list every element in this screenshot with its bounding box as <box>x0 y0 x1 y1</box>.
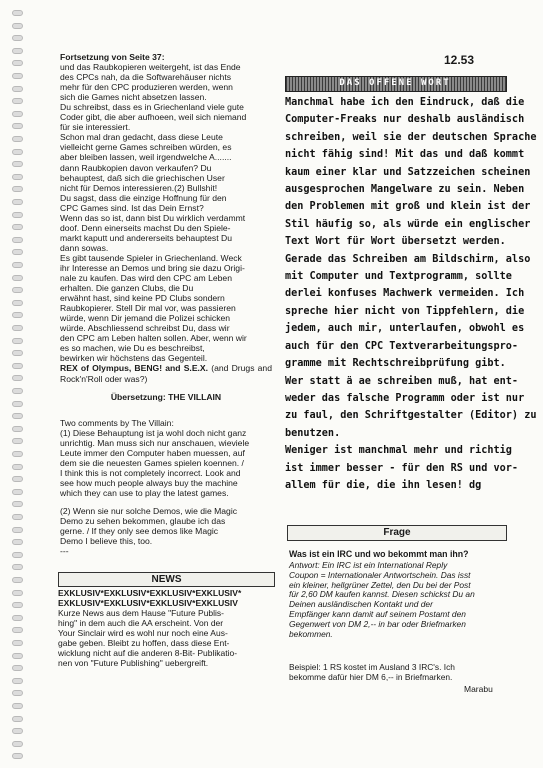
binding-hole <box>12 287 23 293</box>
binding-hole <box>12 237 23 243</box>
frage-signature: Marabu <box>464 684 493 694</box>
page-number: 12.53 <box>444 53 475 67</box>
offene-wort-line: Text Wort für Wort übersetzt werden. <box>285 236 506 248</box>
offene-wort-line: benutzen. <box>285 427 341 439</box>
binding-hole <box>12 577 23 583</box>
villain-comments: Two comments by The Villain: (1) Diese Behauptung ist ja wohl doch nicht ganz unrichtig. Man muss sich nur anschauen, wieviele Leute immer den Computer haben muessen, auf dem sie die neuesten Games spielen koennen. / I think this is not completely incorrect. Look and see how much people always buy the machine which they can use to play the latest games. <box>60 417 250 498</box>
offene-wort-line: zu faul, den Schriftgestalter (Editor) zu <box>285 410 537 422</box>
offene-wort-line: allem für die, die ihn lesen! dg <box>285 479 482 491</box>
left-article <box>60 52 272 556</box>
offene-wort-line: kaum einer klar und Satzzeichen scheinen <box>285 166 531 178</box>
binding-hole <box>12 149 23 155</box>
binding-hole <box>12 627 23 633</box>
offene-wort-line: schreiben, weil sie der deutschen Sprache <box>285 131 537 143</box>
article-heading: Fortsetzung von Seite 37: <box>60 52 165 62</box>
offene-wort-line: Gerade das Schreiben am Bildschirm, also <box>285 253 531 265</box>
binding-hole <box>12 514 23 520</box>
frage-question: Was ist ein IRC und wo bekommt man ihn? <box>289 549 469 559</box>
rex-suffix: (and Drugs and Rock'n'Roll oder was?) <box>60 363 272 384</box>
offene-wort-line: mit Computer und Textprogramm, sollte <box>285 271 512 283</box>
offene-wort-line: den Problemen mit groß und klein ist der <box>285 201 531 213</box>
offene-wort-line: ausgesprochen Mangelware zu sein. Neben <box>285 184 525 196</box>
binding-hole <box>12 413 23 419</box>
translation-credit: Übersetzung: THE VILLAIN <box>110 391 222 402</box>
binding-hole <box>12 86 23 92</box>
binding-hole <box>12 552 23 558</box>
offene-wort-line: Stil häufig so, als würde ein englischer <box>285 218 531 230</box>
binding-hole <box>12 489 23 495</box>
offene-wort-line: spreche hier nicht von Tippfehlern, die <box>285 305 525 317</box>
offene-wort-line: jedem, auch mir, unterlaufen, obwohl es <box>285 323 525 335</box>
binding-hole <box>12 615 23 621</box>
binding-hole <box>12 388 23 394</box>
news-title: NEWS <box>58 572 275 587</box>
article-body: und das Raubkopieren weitergeht, ist das Ende des CPCs nah, da die Softwarehäuser nichts mehr für den CPC produzieren werden, wenn sich die Games nicht absetzen lassen. Du schreibst, dass es in Griechenland viele gute Coder gibt, die aber aufhoeen, weil sich niemand für sie interessiert. Schon mal dran gedacht, dass diese Leute vielleicht gerne Games schreiben würden, es aber bleiben lassen, weil irgendwelche A....... dann Raubkopien davon verkaufen? Du behauptest, daß sich die griechischen User nicht für Demos interessieren.(2) Bullshit! Du sagst, dass die einzige Hoffnung für den CPC Games sind. Ist das Dein Ernst? Wenn das so ist, dann bist Du wirklich verdammt doof. Denn einerseits machst Du den Spiele- markt kaputt und andererseits behauptest Du dann sowas. Es gibt tausende Spieler in Griechenland. Weck ihr Interesse an Demos und bring sie dazu Origi- nale zu kaufen. Das wird den CPC am Leben erhalten. Die ganzen Clubs, die Du erwähnt hast, sind keine PD Clubs sondern Raubkopierer. Stell Dir mal vor, was passieren würde, wenn Dir jemand die Polizei schicken würde. Abschliessend schreibst Du, dass wir den CPC am Leben halten sollen. Aber, wenn wir es so machen, wie Du es beschreibst, bewirken wir höchstens das Gegenteil. <box>60 62 247 364</box>
binding-hole <box>12 539 23 545</box>
offene-wort-line: ist immer besser - für den RS und vor- <box>285 462 519 474</box>
news-exklusiv: EXKLUSIV*EXKLUSIV*EXKLUSIV*EXKLUSIV* EXKLUSIV*EXKLUSIV*EXKLUSIV*EXKLUSIV <box>58 588 242 608</box>
binding-hole <box>12 678 23 684</box>
offene-wort-line: gramme mit Rechtschreibprüfung gibt. <box>285 358 506 370</box>
binding-hole <box>12 476 23 482</box>
news-section <box>58 588 273 668</box>
binding-hole <box>12 338 23 344</box>
binding-hole <box>12 703 23 709</box>
binding-hole <box>12 401 23 407</box>
binding-hole <box>12 98 23 104</box>
villain-comment-2: (2) Wenn sie nur solche Demos, wie die Magic Demo zu sehen bekommen, glaube ich das gerne. / If they only see demos like Magic Demo I believe this, too. <box>60 505 238 547</box>
binding-hole <box>12 275 23 281</box>
binding-hole <box>12 136 23 142</box>
article-signature <box>60 363 272 383</box>
binding-hole <box>12 728 23 734</box>
binding-hole <box>12 224 23 230</box>
binding-hole <box>12 426 23 432</box>
binding-hole <box>12 262 23 268</box>
binding-hole <box>12 375 23 381</box>
binding-hole <box>12 60 23 66</box>
offene-wort-line: Weniger ist manchmal mehr und richtig <box>285 445 512 457</box>
offene-wort-line: Wer statt ä ae schreiben muß, hat ent- <box>285 375 519 387</box>
offene-wort-line: nicht fähig sind! Mit das und daß kommt <box>285 149 525 161</box>
rex-signature: REX of Olympus, BENG! and S.E.X. <box>60 363 209 374</box>
offene-wort-line: derlei konfuses Machwerk vermeiden. Ich <box>285 288 525 300</box>
news-body: Kurze News aus dem Hause "Future Publis- hing" in dem auch die AA erscheint. Von der Your Sinclair wird es wohl nur noch eine Aus- gabe geben. Bleibt zu hoffen, dass diese Ent- wicklung nicht auf die anderen 8-Bit- Publikatio- nen von "Future Publishing" uebergreift. <box>58 608 238 668</box>
binding-hole <box>12 464 23 470</box>
offene-wort-title: DAS OFFENE WORT <box>339 78 451 88</box>
binding-hole <box>12 48 23 54</box>
binding-hole <box>12 716 23 722</box>
binding-hole <box>12 363 23 369</box>
binding-hole <box>12 564 23 570</box>
binding-hole <box>12 199 23 205</box>
frage-example: Beispiel: 1 RS kostet im Ausland 3 IRC's. Ich bekomme dafür hier DM 6,-- in Briefmarken. <box>289 662 455 682</box>
binding-hole <box>12 653 23 659</box>
offene-wort-text <box>285 94 537 494</box>
binding-hole <box>12 451 23 457</box>
binding-hole <box>12 111 23 117</box>
binding-hole <box>12 123 23 129</box>
binding-hole <box>12 602 23 608</box>
binding-hole <box>12 35 23 41</box>
offene-wort-line: auch für den CPC Textverarbeitungspro- <box>285 340 519 352</box>
offene-wort-line: Computer-Freaks nur deshalb ausländisch <box>285 114 525 126</box>
binding-hole <box>12 73 23 79</box>
binding-hole <box>12 10 23 16</box>
binding-hole <box>12 300 23 306</box>
binding-hole <box>12 438 23 444</box>
offene-wort-line: weder das falsche Programm oder ist nur <box>285 392 525 404</box>
frage-title: Frage <box>287 525 507 541</box>
offene-wort-line: Manchmal habe ich den Eindruck, daß die <box>285 97 525 108</box>
article-end-mark: --- <box>60 546 69 557</box>
binding-hole <box>12 174 23 180</box>
binding-hole <box>12 753 23 759</box>
binding-hole <box>12 249 23 255</box>
binding-holes <box>12 0 22 768</box>
binding-hole <box>12 640 23 646</box>
binding-hole <box>12 212 23 218</box>
binding-hole <box>12 590 23 596</box>
binding-hole <box>12 501 23 507</box>
binding-hole <box>12 527 23 533</box>
frage-answer: Antwort: Ein IRC ist ein International Reply Coupon = Internationaler Antwortschein. Das isst ein kleiner, hellgrüner Zettel, den Du bei der Post für 2,60 DM kaufen kannst. Diesen schickst Du an Deinen ausländischen Kontakt und der Empfänger kann damit auf seinem Postamt den Gegenwert von DM 2,-- in bar oder Briefmarken bekommen. <box>289 560 475 639</box>
binding-hole <box>12 161 23 167</box>
binding-hole <box>12 312 23 318</box>
binding-hole <box>12 350 23 356</box>
binding-hole <box>12 665 23 671</box>
binding-hole <box>12 741 23 747</box>
binding-hole <box>12 23 23 29</box>
binding-hole <box>12 186 23 192</box>
binding-hole <box>12 325 23 331</box>
binding-hole <box>12 690 23 696</box>
